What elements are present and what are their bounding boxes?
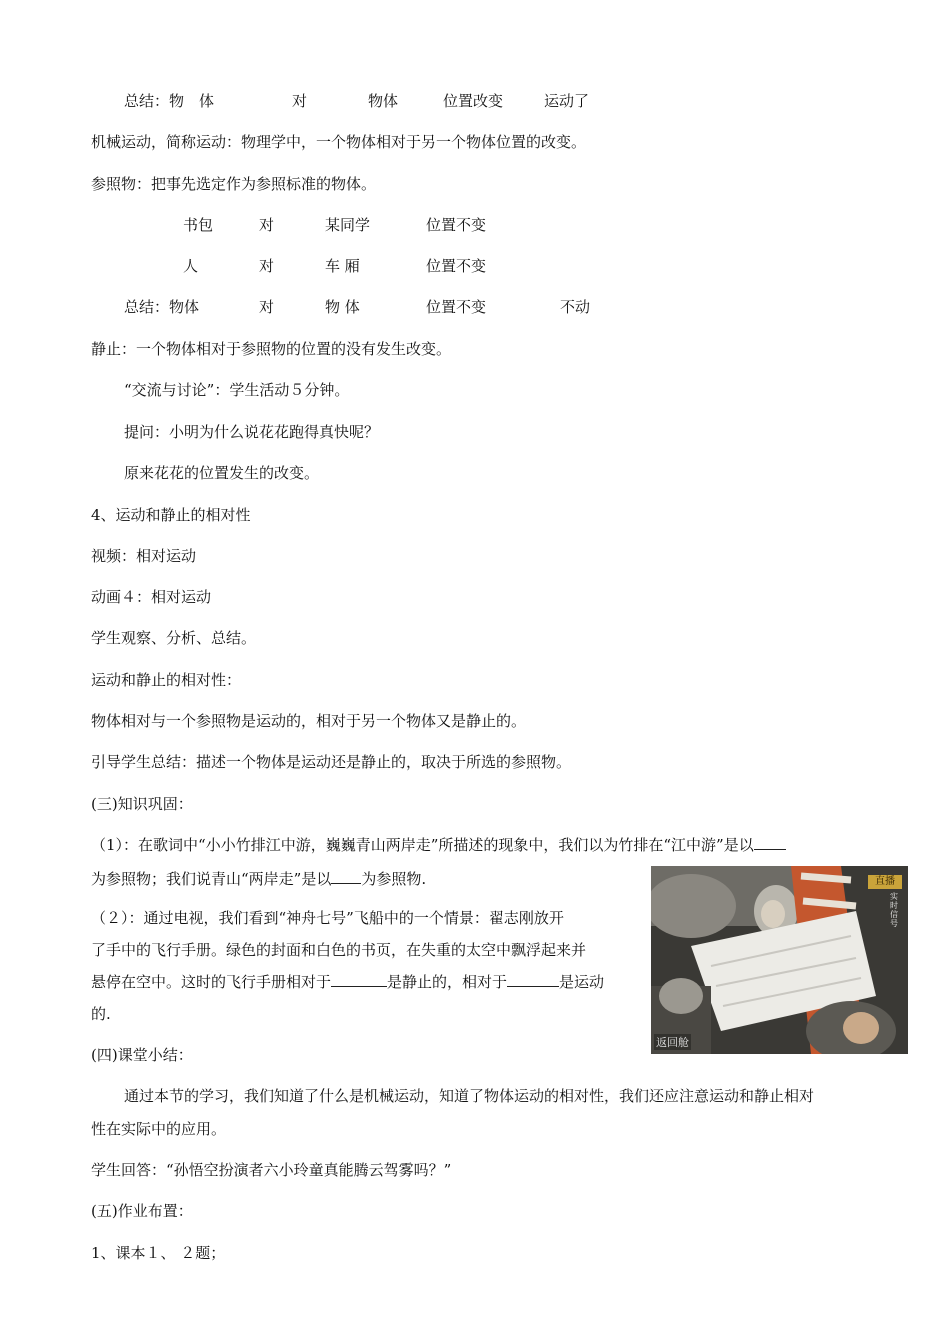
relativity-title: 运动和静止的相对性： [91,671,242,689]
rest-definition: 静止：一个物体相对于参照物的位置的没有发生改变。 [91,340,452,358]
question2-line3 [91,972,604,992]
student-answer: 学生回答：“孙悟空扮演者六小玲童真能腾云驾雾吗？” [91,1161,452,1179]
part4-heading: (四)课堂小结： [91,1046,193,1064]
discussion-line: “交流与讨论”：学生活动５分钟。 [124,381,350,399]
question2-text-a: 悬停在空中。这时的飞行手册相对于 [91,973,332,991]
summary2-col5: 不动 [560,298,591,316]
summary2-col3: 物 体 [325,298,360,316]
spacecraft-photo [651,866,908,1054]
summary2-col1: 总结：物体 [124,298,200,316]
question1-text-a: （1）：在歌词中“小小竹排江中游，巍巍青山两岸走”所描述的现象中，我们以为竹排在“江中游”是以 [91,836,754,854]
summary1-col5: 运动了 [544,92,590,110]
row-bag-col3: 某同学 [325,216,371,234]
answer-blank [507,972,559,987]
part5-heading: (五)作业布置： [91,1202,193,1220]
realtime-signal-label: 实时信号 [890,892,898,928]
video-line: 视频：相对运动 [91,547,197,565]
observe-line: 学生观察、分析、总结。 [91,629,257,647]
question1-text-b2: 为参照物. [361,870,427,888]
row-person-col2: 对 [259,257,275,275]
homework-item-1: 1、课本１、 ２题； [91,1244,226,1262]
question1-line2 [91,869,426,889]
summary1-col3: 物体 [368,92,399,110]
question2-line4: 的. [91,1005,111,1023]
spacecraft-photo-drawing [651,866,908,1054]
animation-line: 动画４：相对运动 [91,588,212,606]
reference-definition: 参照物：把事先选定作为参照标准的物体。 [91,175,377,193]
summary2-col4: 位置不变 [426,298,487,316]
question2-line2: 了手中的飞行手册。绿色的封面和白色的书页，在失重的太空中飘浮起来并 [91,941,587,959]
question2-text-b: 是静止的，相对于 [387,973,508,991]
live-badge: 直播 [868,875,902,889]
closing-line2: 性在实际中的应用。 [91,1120,227,1138]
summary1-col1: 总结：物 体 [124,92,215,110]
mech-motion-definition: 机械运动，简称运动：物理学中，一个物体相对于另一个物体位置的改变。 [91,133,587,151]
row-person-col1: 人 [183,257,199,275]
closing-line1: 通过本节的学习，我们知道了什么是机械运动，知道了物体运动的相对性，我们还应注意运动和静止相对 [124,1087,815,1105]
question1-line1 [91,835,786,855]
row-bag-col2: 对 [259,216,275,234]
answer-blank [331,972,387,987]
summary2-col2: 对 [259,298,275,316]
relativity-text: 物体相对与一个参照物是运动的，相对于另一个物体又是静止的。 [91,712,527,730]
question2-text-c: 是运动 [559,973,605,991]
answer-blank [331,869,361,884]
answer-line: 原来花花的位置发生的改变。 [124,464,320,482]
row-bag-col1: 书包 [183,216,214,234]
answer-blank [754,835,786,850]
row-bag-col4: 位置不变 [426,216,487,234]
summary1-col4: 位置改变 [443,92,504,110]
guide-summary: 引导学生总结：描述一个物体是运动还是静止的，取决于所选的参照物。 [91,753,572,771]
section4-heading: 4、运动和静止的相对性 [91,506,251,524]
question-line: 提问：小明为什么说花花跑得真快呢？ [124,423,380,441]
row-person-col4: 位置不变 [426,257,487,275]
cabin-label: 返回舱 [656,1036,689,1049]
summary1-col2: 对 [292,92,308,110]
question1-text-b1: 为参照物；我们说青山“两岸走”是以 [91,870,332,888]
row-person-col3: 车 厢 [325,257,360,275]
question2-line1: （２）：通过电视，我们看到“神舟七号”飞船中的一个情景：翟志刚放开 [91,909,564,927]
part3-heading: (三)知识巩固： [91,795,193,813]
